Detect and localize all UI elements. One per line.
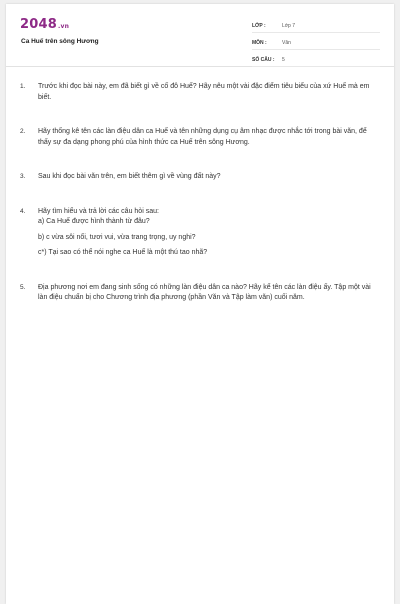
document-header xyxy=(6,4,394,67)
question-item xyxy=(20,172,380,183)
meta-value: Văn xyxy=(282,40,291,46)
logo-main: 2048 xyxy=(20,17,57,32)
question-list xyxy=(20,82,380,328)
question-text: Hãy tìm hiểu và trả lời các câu hỏi sau: xyxy=(38,207,159,215)
question-body xyxy=(38,207,380,259)
question-item xyxy=(20,283,380,304)
question-number: 3. xyxy=(20,173,26,180)
site-logo[interactable] xyxy=(20,17,69,32)
document-page xyxy=(6,4,394,604)
question-text: Hãy thống kê tên các làn điệu dân ca Huế và tên những dụng cụ âm nhạc được nhắc tới trong bài văn, để thấy sự đa dạng phong phú của hình thức ca Huế trên sông Hương. xyxy=(38,128,367,146)
question-text: Địa phương nơi em đang sinh sống có những làn điệu dân ca nào? Hãy kể tên các làn điệu ấy. Tập một vài làn điệu chuẩn bị cho Chương trình địa phương (phần Văn và Tập làm văn) cuối năm. xyxy=(38,283,371,301)
meta-value: 5 xyxy=(282,57,285,63)
question-number: 4. xyxy=(20,207,26,215)
question-item xyxy=(20,127,380,148)
question-text: Sau khi đọc bài văn trên, em biết thêm gì về vùng đất này? xyxy=(38,173,221,180)
meta-row-question-count xyxy=(252,50,380,67)
question-text: Trước khi đọc bài này, em đã biết gì về cố đô Huế? Hãy nêu một vài đặc điểm tiêu biểu của xứ Huế mà em biết. xyxy=(38,83,370,101)
question-number: 5. xyxy=(20,283,26,291)
logo-suffix: .vn xyxy=(57,23,70,30)
meta-table xyxy=(252,16,380,67)
meta-label: LỚP : xyxy=(252,23,266,29)
question-number: 2. xyxy=(20,128,26,135)
question-item xyxy=(20,207,380,259)
sub-question-b: b) c vừa sôi nổi, tươi vui, vừa trang trọng, uy nghi? xyxy=(38,233,196,241)
sub-question-a: a) Ca Huế được hình thành từ đâu? xyxy=(38,218,150,225)
meta-label: SỐ CÂU : xyxy=(252,57,275,63)
question-number: 1. xyxy=(20,83,26,90)
meta-row-subject xyxy=(252,33,380,50)
sub-question-c: c*) Tại sao có thể nói nghe ca Huế là một thú tao nhã? xyxy=(38,249,208,256)
question-item xyxy=(20,82,380,103)
meta-value: Lớp 7 xyxy=(282,23,296,29)
document-title: Ca Huế trên sông Hương xyxy=(21,38,99,45)
meta-row-class xyxy=(252,16,380,33)
meta-label: MÔN : xyxy=(252,40,267,46)
